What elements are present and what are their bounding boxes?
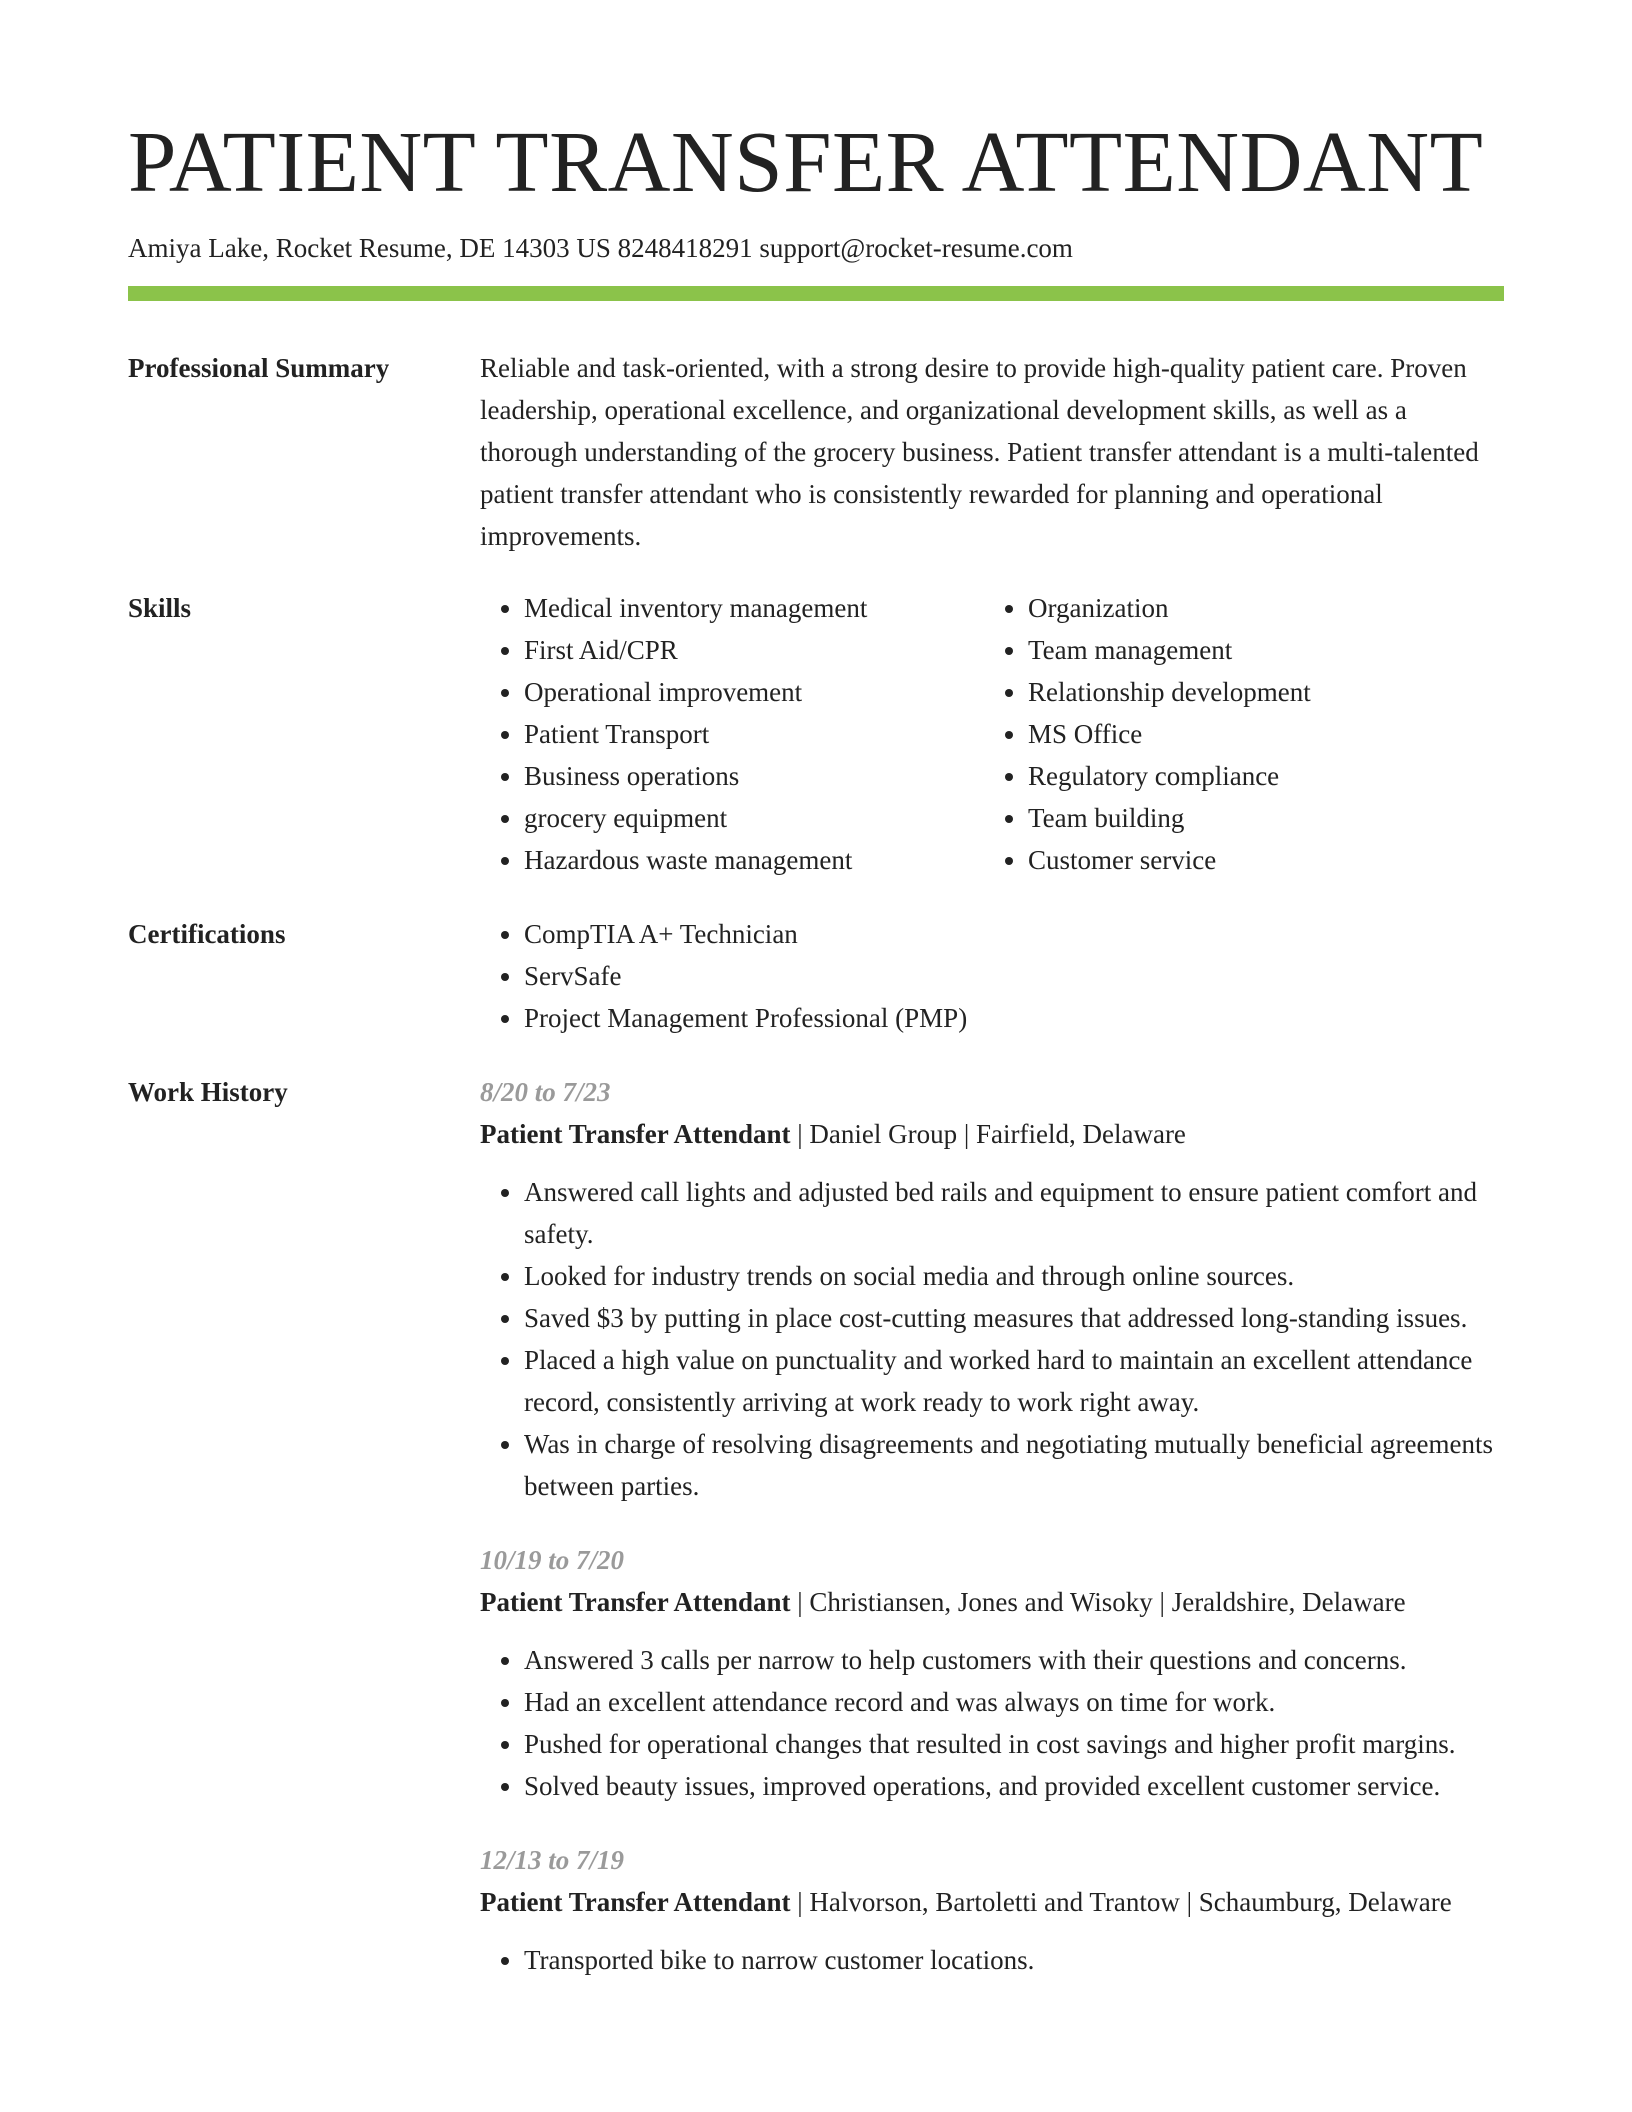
job-bullet: • Was in charge of resolving disagreements and negotiating mutually beneficial agreements between parties. — [524, 1423, 1504, 1507]
job-heading — [480, 1581, 1504, 1623]
job-date: 8/20 to 7/23 — [480, 1077, 611, 1107]
section-label-skills: Skills — [128, 593, 192, 623]
job-entry — [480, 1539, 1504, 1807]
skill-item: • Organization — [1028, 587, 1488, 629]
job-entry — [480, 1071, 1504, 1507]
job-bullet: • Placed a high value on punctuality and worked hard to maintain an excellent attendance record, consistently arriving at work ready to work right away. — [524, 1339, 1504, 1423]
job-bullets — [480, 1171, 1504, 1507]
skills-list-right — [984, 587, 1488, 881]
skill-item: • Customer service — [1028, 839, 1488, 881]
section-label-summary: Professional Summary — [128, 353, 390, 383]
skills-list-left — [480, 587, 984, 881]
job-bullet: • Saved $3 by putting in place cost-cutting measures that addressed long-standing issues. — [524, 1297, 1504, 1339]
skill-item: • Team management — [1028, 629, 1488, 671]
section-label-certifications: Certifications — [128, 919, 286, 949]
job-bullet: • Pushed for operational changes that resulted in cost savings and higher profit margins. — [524, 1723, 1504, 1765]
skills-column-right — [984, 587, 1488, 881]
job-details: | Halvorson, Bartoletti and Trantow | Schaumburg, Delaware — [790, 1887, 1452, 1917]
summary-text: Reliable and task-oriented, with a strong desire to provide high-quality patient care. Proven leadership, operational excellence, and organizational development skills, as well as a thorough understanding of the grocery business. Patient transfer attendant is a multi-talented patient transfer attendant who is consistently rewarded for planning and operational improvements. — [480, 353, 1479, 551]
skill-item: • Team building — [1028, 797, 1488, 839]
certification-item: • ServSafe — [524, 955, 1504, 997]
certifications-list — [480, 913, 1504, 1039]
skill-item: • Hazardous waste management — [524, 839, 984, 881]
job-title: Patient Transfer Attendant — [480, 1587, 791, 1617]
certification-item: • CompTIA A+ Technician — [524, 913, 1504, 955]
job-date: 12/13 to 7/19 — [480, 1845, 625, 1875]
job-details: | Daniel Group | Fairfield, Delaware — [790, 1119, 1186, 1149]
job-heading — [480, 1113, 1504, 1155]
job-entry — [480, 1839, 1504, 1981]
skill-item: • Regulatory compliance — [1028, 755, 1488, 797]
job-bullet: • Solved beauty issues, improved operations, and provided excellent customer service. — [524, 1765, 1504, 1807]
job-date: 10/19 to 7/20 — [480, 1545, 625, 1575]
skill-item: • Operational improvement — [524, 671, 984, 713]
header-divider — [128, 286, 1504, 301]
job-bullet: • Looked for industry trends on social media and through online sources. — [524, 1255, 1504, 1297]
job-bullet: • Answered 3 calls per narrow to help customers with their questions and concerns. — [524, 1639, 1504, 1681]
job-bullets — [480, 1639, 1504, 1807]
job-bullet: • Answered call lights and adjusted bed rails and equipment to ensure patient comfort and safety. — [524, 1171, 1504, 1255]
job-bullets — [480, 1939, 1504, 1981]
work-history-body — [480, 1071, 1504, 2013]
job-title: Patient Transfer Attendant — [480, 1119, 791, 1149]
certification-item: • Project Management Professional (PMP) — [524, 997, 1504, 1039]
summary-body — [480, 347, 1504, 557]
job-bullet: • Had an excellent attendance record and was always on time for work. — [524, 1681, 1504, 1723]
skills-column-left — [480, 587, 984, 881]
skills-body — [480, 587, 1504, 881]
certifications-body — [480, 913, 1504, 1039]
skill-item: • Patient Transport — [524, 713, 984, 755]
job-details: | Christiansen, Jones and Wisoky | Jeraldshire, Delaware — [790, 1587, 1406, 1617]
resume-title: PATIENT TRANSFER ATTENDANT — [128, 113, 1484, 210]
job-title: Patient Transfer Attendant — [480, 1887, 791, 1917]
skill-item: • grocery equipment — [524, 797, 984, 839]
skill-item: • First Aid/CPR — [524, 629, 984, 671]
skill-item: • Relationship development — [1028, 671, 1488, 713]
skill-item: • Medical inventory management — [524, 587, 984, 629]
skill-item: • Business operations — [524, 755, 984, 797]
skill-item: • MS Office — [1028, 713, 1488, 755]
job-heading — [480, 1881, 1504, 1923]
job-bullet: • Transported bike to narrow customer locations. — [524, 1939, 1504, 1981]
section-label-work-history: Work History — [128, 1077, 288, 1107]
contact-line: Amiya Lake, Rocket Resume, DE 14303 US 8248418291 support@rocket-resume.com — [128, 233, 1073, 263]
skills-columns — [480, 587, 1504, 881]
